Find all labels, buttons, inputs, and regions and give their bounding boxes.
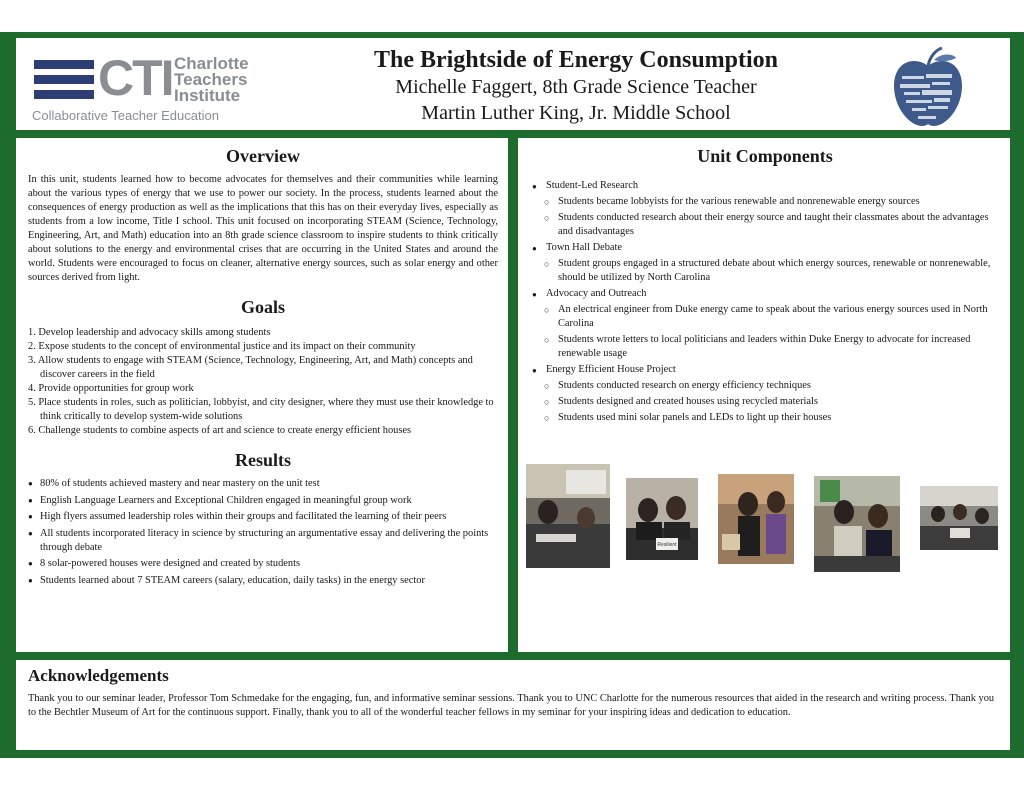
goals-heading: Goals — [240, 297, 285, 317]
logo-tagline: Collaborative Teacher Education — [32, 108, 219, 123]
poster-title: The Brightside of Energy Consumption — [373, 47, 779, 73]
photo-house-project — [718, 474, 794, 564]
goal-item: 6. Challenge students to combine aspects of art and science to create energy efficient houses — [28, 425, 412, 436]
logo-abbrev: CTI — [98, 50, 173, 106]
result-item: ● 8 solar-powered houses were designed and created by students — [28, 557, 498, 571]
unit-component-subitem: ○ Students used mini solar panels and LEDs to light up their houses — [532, 411, 998, 425]
poster-frame — [0, 32, 1024, 758]
logo-bars — [34, 60, 94, 105]
classroom-photos — [526, 464, 1002, 574]
unit-component-subitem: ○ Students wrote letters to local politicians and leaders within Duke Energy to advocate for increased renewable usage — [532, 333, 998, 361]
photo-students-debate — [626, 478, 698, 560]
goal-item: 1. Develop leadership and advocacy skills among students — [28, 327, 271, 338]
goal-item: 5. Place students in roles, such as politician, lobbyist, and city designer, where they must use their knowledge to think critically to develop system-wide solutions — [28, 397, 494, 422]
unit-components-list — [532, 179, 998, 425]
goal-item: 3. Allow students to engage with STEAM (Science, Technology, Engineering, Art, and Math) concepts and discover careers in the field — [28, 355, 473, 380]
unit-component-subitem: ○ Students designed and created houses using recycled materials — [532, 395, 998, 409]
logo-name — [174, 56, 249, 104]
logo-name-line3: Institute — [174, 86, 241, 105]
unit-component-item: ● Energy Efficient House Project — [532, 363, 998, 377]
photo-sign-text: Resilient — [657, 542, 677, 548]
photo-classroom-group — [920, 486, 998, 550]
title-block — [296, 46, 856, 126]
result-item: ● High flyers assumed leadership roles within their groups and facilitated the learning of their peers — [28, 510, 498, 524]
unit-component-item: ● Student-Led Research — [532, 179, 998, 193]
overview-panel — [16, 138, 508, 652]
photo-classroom-research — [526, 464, 610, 568]
result-item: ● Students learned about 7 STEAM careers (salary, education, daily tasks) in the energy sector — [28, 574, 498, 588]
unit-component-subitem: ○ An electrical engineer from Duke energy came to speak about the various energy sources used in North Carolina — [532, 303, 998, 331]
unit-component-subitem: ○ Students conducted research about their energy source and taught their classmates about the advantages and disadvantages — [532, 211, 998, 239]
photo-solar-panels — [814, 476, 900, 572]
results-list — [28, 477, 498, 588]
cti-logo — [30, 50, 280, 126]
goal-item: 4. Provide opportunities for group work — [28, 383, 194, 394]
acknowledgements-panel — [16, 660, 1010, 750]
unit-components-heading: Unit Components — [697, 146, 833, 166]
acknowledgements-text: Thank you to our seminar leader, Professor Tom Schmedake for the engaging, fun, and informative seminar sessions. Thank you to UNC Charlotte for the numerous resources that aided in the research and writing process. Thank you to the Bechtler Museum of Art for the continuous support. Finally, thank you to all of the wonderful teacher fellows in my seminar for your inspiring ideas and dedication to education. — [28, 693, 995, 718]
unit-component-subitem: ○ Student groups engaged in a structured debate about which energy sources, renewable or nonrenewable, should be utilized by North Carolina — [532, 257, 998, 285]
goals-list — [28, 326, 498, 438]
author-line: Michelle Faggert, 8th Grade Science Teacher — [395, 76, 757, 98]
school-line: Martin Luther King, Jr. Middle School — [421, 102, 731, 124]
acknowledgements-heading: Acknowledgements — [28, 666, 169, 685]
logo-name-line2: Teachers — [174, 70, 248, 89]
unit-component-item: ● Advocacy and Outreach — [532, 287, 998, 301]
logo-name-line1: Charlotte — [174, 54, 249, 73]
overview-heading: Overview — [226, 146, 300, 166]
unit-component-item: ● Town Hall Debate — [532, 241, 998, 255]
unit-components-panel — [518, 138, 1010, 652]
apple-word-cloud-icon — [886, 46, 970, 130]
result-item: ● English Language Learners and Exceptional Children engaged in meaningful group work — [28, 494, 498, 508]
overview-text: In this unit, students learned how to become advocates for themselves and their communities while learning about the various types of energy that we use to power our society. In the process, students learned about the consequences of energy production as well as the implications that this has on their everyday lives, especially as students from a low income, Title I school. This unit focused on incorporating STEAM (Science, Technology, Engineering, Art, and Math) education into an 8th grade science classroom to inspire students to think critically about solutions to the energy and environmental crises that are occurring in the United States and around the world. Students were encouraged to focus on cleaner, alternative energy sources, such as solar energy and other sources derived from light. — [28, 174, 498, 283]
results-heading: Results — [234, 450, 291, 470]
unit-component-subitem: ○ Students became lobbyists for the various renewable and nonrenewable energy sources — [532, 195, 998, 209]
unit-component-subitem: ○ Students conducted research on energy efficiency techniques — [532, 379, 998, 393]
goal-item: 2. Expose students to the concept of environmental justice and its impact on their community — [28, 341, 416, 352]
result-item: ● All students incorporated literacy in science by structuring an argumentative essay and delivering the points through debate — [28, 527, 498, 555]
result-item: ● 80% of students achieved mastery and near mastery on the unit test — [28, 477, 498, 491]
header-panel — [16, 38, 1010, 130]
